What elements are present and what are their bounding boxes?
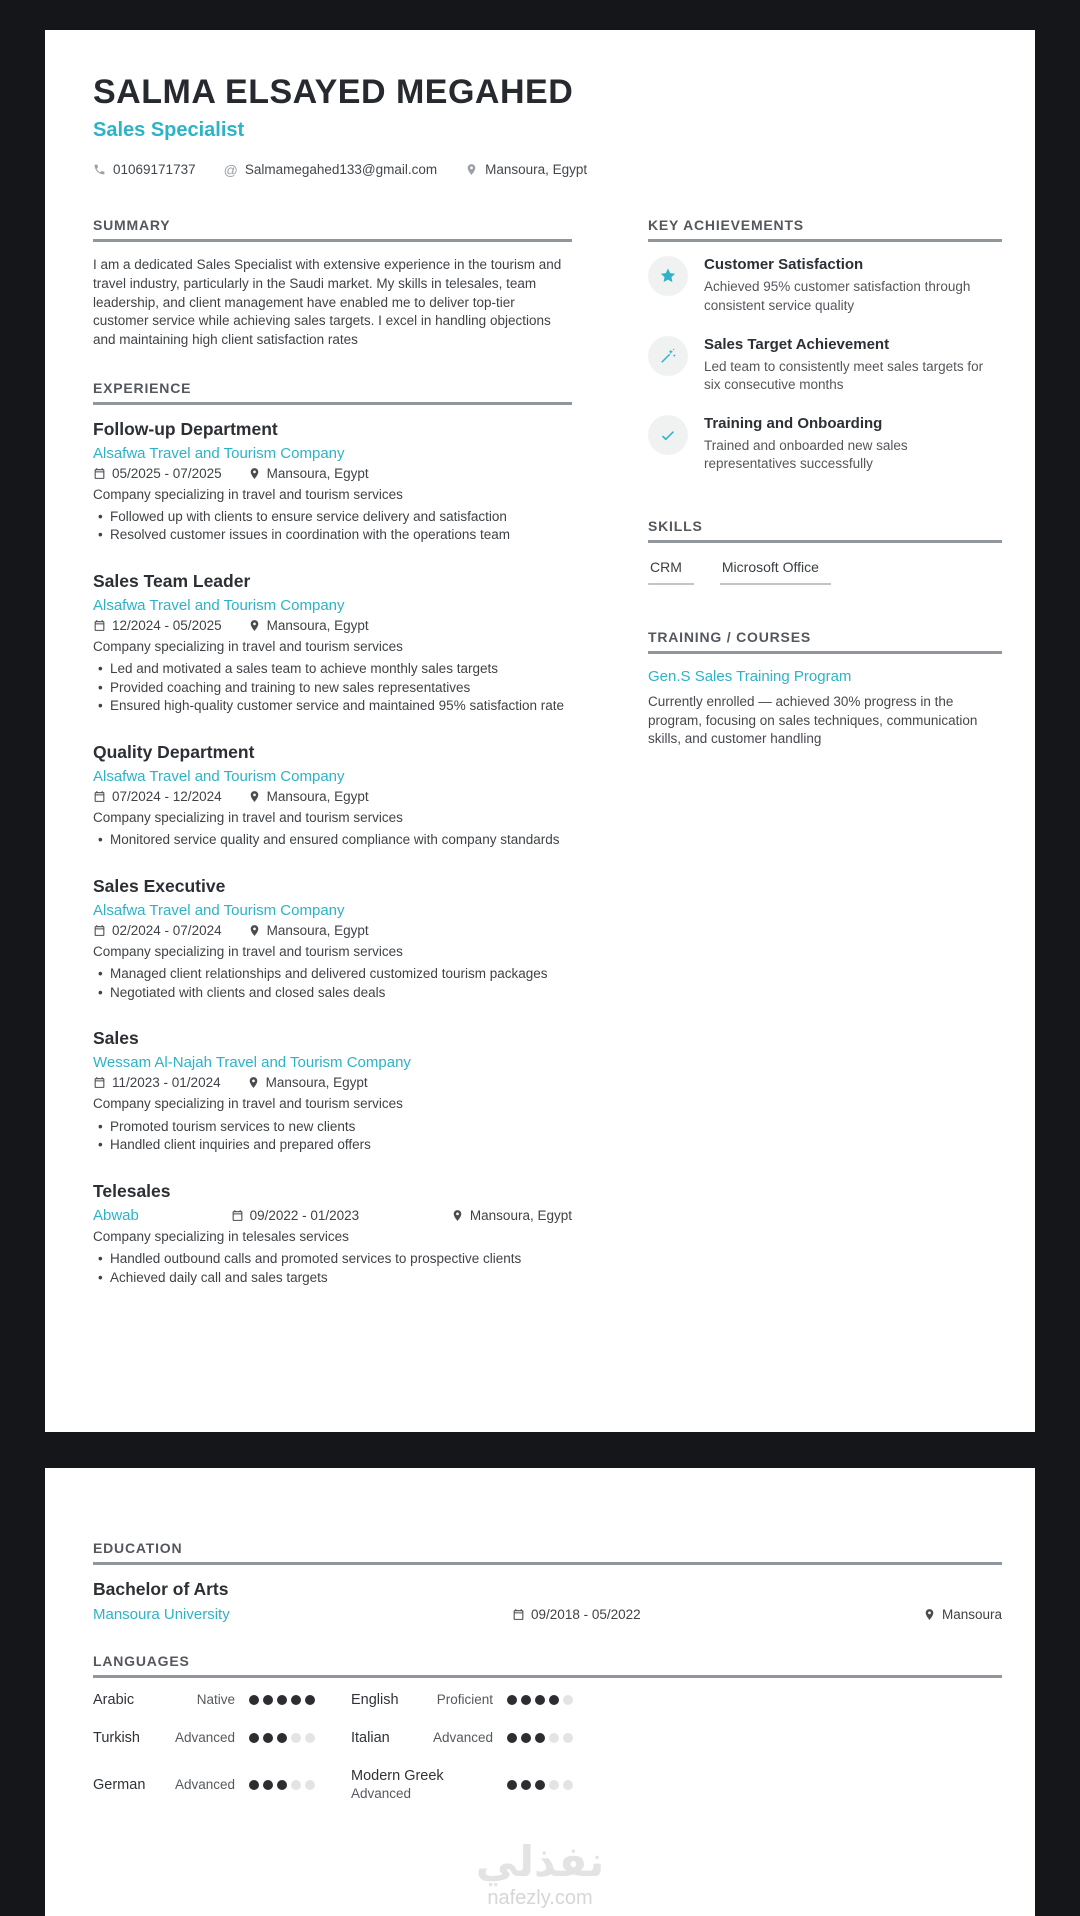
job-bullet: • Led and motivated a sales team to achieve monthly sales targets [93, 660, 572, 679]
summary-text: I am a dedicated Sales Specialist with extensive experience in the tourism and travel industry, particularly in the Saudi market. My skills in telesales, team leadership, and client management have enabled me to deliver top-tier customer service while achieving sales targets. I excel in handling objections and maintaining high client satisfaction rates [93, 257, 562, 347]
job-dates-value: 11/2023 - 01/2024 [112, 1075, 221, 1091]
experience-entry [93, 1181, 572, 1287]
training-section [648, 629, 1002, 750]
language-level: Advanced [432, 1730, 493, 1745]
star-icon [648, 256, 688, 296]
achievement-description: Achieved 95% customer satisfaction through consistent service quality [704, 279, 971, 313]
contact-phone-value: 01069171737 [113, 162, 196, 178]
rating-dot [249, 1695, 259, 1705]
job-bullet: • Ensured high-quality customer service and maintained 95% satisfaction rate [93, 697, 572, 716]
job-location [248, 466, 369, 481]
location-pin-icon [923, 1608, 936, 1621]
location-pin-icon [247, 1076, 260, 1089]
job-bullet-list [93, 660, 572, 716]
rating-dot [291, 1695, 301, 1705]
job-location-value: Mansoura, Egypt [266, 789, 369, 805]
language-rating-dots [507, 1780, 573, 1790]
job-bullet: • Handled client inquiries and prepared offers [93, 1136, 572, 1155]
rating-dot [277, 1733, 287, 1743]
experience-heading: EXPERIENCE [93, 380, 572, 405]
achievement-title: Sales Target Achievement [704, 335, 890, 353]
language-text [93, 1777, 235, 1793]
check-icon [648, 415, 688, 455]
rating-dot [507, 1780, 517, 1790]
calendar-icon [93, 790, 106, 803]
company-link[interactable]: Alsafwa Travel and Tourism Company [93, 444, 345, 462]
job-bullet-list [93, 831, 572, 850]
calendar-icon [93, 924, 106, 937]
job-bullet: • Negotiated with clients and closed sales deals [93, 984, 572, 1003]
rating-dot [549, 1733, 559, 1743]
achievement-text-block [704, 415, 1002, 473]
rating-dot [263, 1733, 273, 1743]
job-description: Company specializing in travel and tourism services [93, 810, 403, 826]
experience-entry [93, 1028, 572, 1154]
job-bullet: • Resolved customer issues in coordination with the operations team [93, 526, 572, 545]
job-description: Company specializing in telesales services [93, 1228, 349, 1244]
rating-dot [249, 1780, 259, 1790]
summary-section [93, 217, 572, 349]
rating-dot [563, 1733, 573, 1743]
company-link[interactable]: Alsafwa Travel and Tourism Company [93, 596, 345, 614]
job-meta-row [93, 923, 572, 938]
watermark-arabic: نفذلي [475, 1837, 605, 1885]
job-bullet: • Handled outbound calls and promoted services to prospective clients [93, 1250, 572, 1269]
language-item [93, 1692, 315, 1708]
language-item [351, 1768, 573, 1801]
language-text [351, 1768, 493, 1801]
watermark-domain: nafezly.com [487, 1887, 593, 1909]
experience-entry [93, 742, 572, 850]
job-bullet-list [93, 1250, 572, 1287]
language-text [351, 1730, 493, 1746]
job-dates [93, 618, 222, 633]
calendar-icon [512, 1608, 525, 1621]
skills-heading: SKILLS [648, 518, 1002, 543]
job-description: Company specializing in travel and tourism services [93, 1096, 403, 1112]
contact-location [465, 162, 587, 177]
calendar-icon [93, 467, 106, 480]
language-level: Proficient [436, 1692, 493, 1707]
job-location-value: Mansoura, Egypt [469, 1207, 572, 1223]
language-rating-dots [249, 1780, 315, 1790]
achievement-description: Trained and onboarded new sales representatives successfully [704, 438, 908, 472]
language-item [351, 1730, 573, 1746]
job-meta-row [93, 1075, 572, 1090]
job-inline-row [93, 1207, 572, 1224]
contact-row [93, 162, 1002, 177]
calendar-icon [93, 1076, 106, 1089]
rating-dot [535, 1733, 545, 1743]
language-rating-dots [507, 1733, 573, 1743]
degree-title: Bachelor of Arts [93, 1579, 229, 1599]
language-item [93, 1730, 315, 1746]
language-name: Arabic [93, 1692, 135, 1708]
job-location-value: Mansoura, Egypt [266, 922, 369, 938]
rating-dot [277, 1695, 287, 1705]
achievement-description: Led team to consistently meet sales targets for six consecutive months [704, 358, 984, 393]
job-bullet: • Provided coaching and training to new sales representatives [93, 679, 572, 698]
job-location-value: Mansoura, Egypt [266, 617, 369, 633]
skills-list [648, 557, 1002, 585]
location-pin-icon [248, 619, 261, 632]
languages-section [93, 1653, 1002, 1801]
rating-dot [277, 1780, 287, 1790]
language-item [93, 1768, 315, 1801]
language-rating-dots [507, 1695, 573, 1705]
location-pin-icon [248, 924, 261, 937]
rating-dot [521, 1780, 531, 1790]
achievements-list [648, 256, 1002, 473]
watermark [45, 1839, 1035, 1910]
contact-location-value: Mansoura, Egypt [485, 162, 588, 178]
rating-dot [291, 1733, 301, 1743]
rating-dot [549, 1695, 559, 1705]
job-bullet: • Managed client relationships and delivered customized tourism packages [93, 965, 572, 984]
job-dates [93, 466, 222, 481]
achievement-item [648, 256, 1002, 314]
education-location [923, 1607, 1002, 1622]
job-dates [93, 923, 222, 938]
skill-item[interactable]: CRM [648, 557, 694, 585]
achievement-title: Training and Onboarding [704, 415, 883, 433]
location-pin-icon [248, 790, 261, 803]
job-dates-value: 12/2024 - 05/2025 [112, 617, 222, 633]
language-name: Italian [351, 1730, 390, 1746]
page-title: SALMA ELSAYED MEGAHED [93, 73, 574, 111]
job-title: Sales [93, 1028, 139, 1049]
rating-dot [521, 1695, 531, 1705]
job-meta-row [93, 466, 572, 481]
location-pin-icon [465, 163, 478, 176]
rating-dot [563, 1780, 573, 1790]
location-pin-icon [451, 1209, 464, 1222]
columns [93, 217, 1002, 1317]
location-pin-icon [248, 467, 261, 480]
course-description: Currently enrolled — achieved 30% progress in the program, focusing on sales techniques, communication skills, and customer handling [648, 693, 978, 747]
language-name: Turkish [93, 1730, 140, 1746]
job-meta-row [93, 789, 572, 804]
languages-list [93, 1692, 573, 1801]
job-title: Telesales [93, 1180, 171, 1201]
job-headline: Sales Specialist [93, 119, 245, 142]
job-dates-value: 09/2022 - 01/2023 [249, 1207, 360, 1223]
skill-item[interactable]: Microsoft Office [720, 557, 831, 585]
company-link[interactable]: Wessam Al-Najah Travel and Tourism Company [93, 1054, 411, 1072]
achievements-section [648, 217, 1002, 473]
contact-email-value: Salmamegahed133@gmail.com [244, 162, 438, 178]
job-title: Sales Team Leader [93, 570, 251, 591]
job-dates-value: 07/2024 - 12/2024 [112, 789, 222, 805]
company-link[interactable]: Abwab [93, 1206, 139, 1224]
rating-dot [291, 1780, 301, 1790]
achievements-heading: KEY ACHIEVEMENTS [648, 217, 1002, 242]
job-title: Quality Department [93, 742, 255, 763]
experience-entry [93, 419, 572, 545]
language-text [351, 1692, 493, 1708]
experience-list [93, 419, 572, 1288]
course-link[interactable]: Gen.S Sales Training Program [648, 667, 852, 685]
education-dates [512, 1607, 641, 1622]
language-item [351, 1692, 573, 1708]
rating-dot [563, 1695, 573, 1705]
job-dates [93, 1075, 221, 1090]
language-name: Modern Greek [351, 1768, 444, 1784]
rating-dot [535, 1695, 545, 1705]
job-description: Company specializing in travel and tourism services [93, 638, 403, 654]
rating-dot [305, 1780, 315, 1790]
job-dates [93, 789, 222, 804]
rating-dot [305, 1733, 315, 1743]
language-level: Advanced [174, 1776, 235, 1792]
job-bullet: • Followed up with clients to ensure service delivery and satisfaction [93, 508, 572, 527]
job-location [247, 1075, 368, 1090]
job-bullet: • Monitored service quality and ensured compliance with company standards [93, 831, 572, 850]
education-location-value: Mansoura [941, 1607, 1002, 1622]
rating-dot [249, 1733, 259, 1743]
contact-phone [93, 162, 196, 177]
job-title: Sales Executive [93, 875, 226, 896]
language-text [93, 1730, 235, 1746]
job-location [248, 789, 369, 804]
language-rating-dots [249, 1695, 315, 1705]
language-name: English [351, 1692, 399, 1708]
job-description: Company specializing in travel and tourism services [93, 943, 403, 959]
company-link[interactable]: Alsafwa Travel and Tourism Company [93, 901, 345, 919]
job-bullet-list [93, 508, 572, 545]
job-bullet-list [93, 1118, 572, 1155]
phone-icon [93, 163, 106, 176]
rating-dot [549, 1780, 559, 1790]
language-level: Advanced [174, 1730, 235, 1745]
achievement-item [648, 415, 1002, 473]
job-description: Company specializing in travel and tourism services [93, 486, 403, 502]
job-bullet-list [93, 965, 572, 1002]
experience-section [93, 380, 572, 1288]
education-heading: EDUCATION [93, 1540, 1002, 1565]
rating-dot [263, 1780, 273, 1790]
job-meta-row [93, 618, 572, 633]
achievement-title: Customer Satisfaction [704, 256, 864, 274]
job-dates-value: 05/2025 - 07/2025 [112, 465, 222, 481]
language-text [93, 1692, 235, 1708]
experience-entry [93, 876, 572, 1002]
training-heading: TRAINING / COURSES [648, 629, 1002, 654]
education-meta-row [93, 1606, 1002, 1623]
achievement-text-block [704, 336, 1002, 394]
left-column [93, 217, 572, 1317]
experience-entry [93, 571, 572, 716]
resume-header [93, 74, 1002, 177]
education-section [93, 1540, 1002, 1623]
language-level: Native [196, 1692, 235, 1707]
school-link[interactable]: Mansoura University [93, 1606, 230, 1623]
summary-heading: SUMMARY [93, 217, 572, 242]
wand-icon [648, 336, 688, 376]
rating-dot [507, 1695, 517, 1705]
job-location-value: Mansoura, Egypt [266, 465, 369, 481]
rating-dot [507, 1733, 517, 1743]
job-title: Follow-up Department [93, 418, 278, 439]
resume-page-2 [45, 1468, 1035, 1916]
job-location [451, 1208, 572, 1223]
company-link[interactable]: Alsafwa Travel and Tourism Company [93, 768, 345, 786]
rating-dot [535, 1780, 545, 1790]
language-rating-dots [249, 1733, 315, 1743]
rating-dot [521, 1733, 531, 1743]
skills-section [648, 518, 1002, 585]
contact-email [224, 162, 438, 177]
language-level: Advanced [351, 1786, 412, 1801]
job-location [248, 923, 369, 938]
resume-page-1 [45, 30, 1035, 1432]
job-dates-value: 02/2024 - 07/2024 [112, 922, 222, 938]
rating-dot [263, 1695, 273, 1705]
job-location-value: Mansoura, Egypt [265, 1075, 368, 1091]
right-column [648, 217, 1002, 1317]
education-dates-value: 09/2018 - 05/2022 [531, 1607, 641, 1622]
calendar-icon [93, 619, 106, 632]
language-name: German [93, 1776, 146, 1793]
achievement-text-block [704, 256, 1002, 314]
job-dates [231, 1208, 360, 1223]
achievement-item [648, 336, 1002, 394]
job-bullet: • Achieved daily call and sales targets [93, 1269, 572, 1288]
email-icon: @ [223, 161, 238, 178]
job-bullet: • Promoted tourism services to new clients [93, 1118, 572, 1137]
languages-heading: LANGUAGES [93, 1653, 1002, 1678]
calendar-icon [231, 1209, 244, 1222]
rating-dot [305, 1695, 315, 1705]
job-location [248, 618, 369, 633]
